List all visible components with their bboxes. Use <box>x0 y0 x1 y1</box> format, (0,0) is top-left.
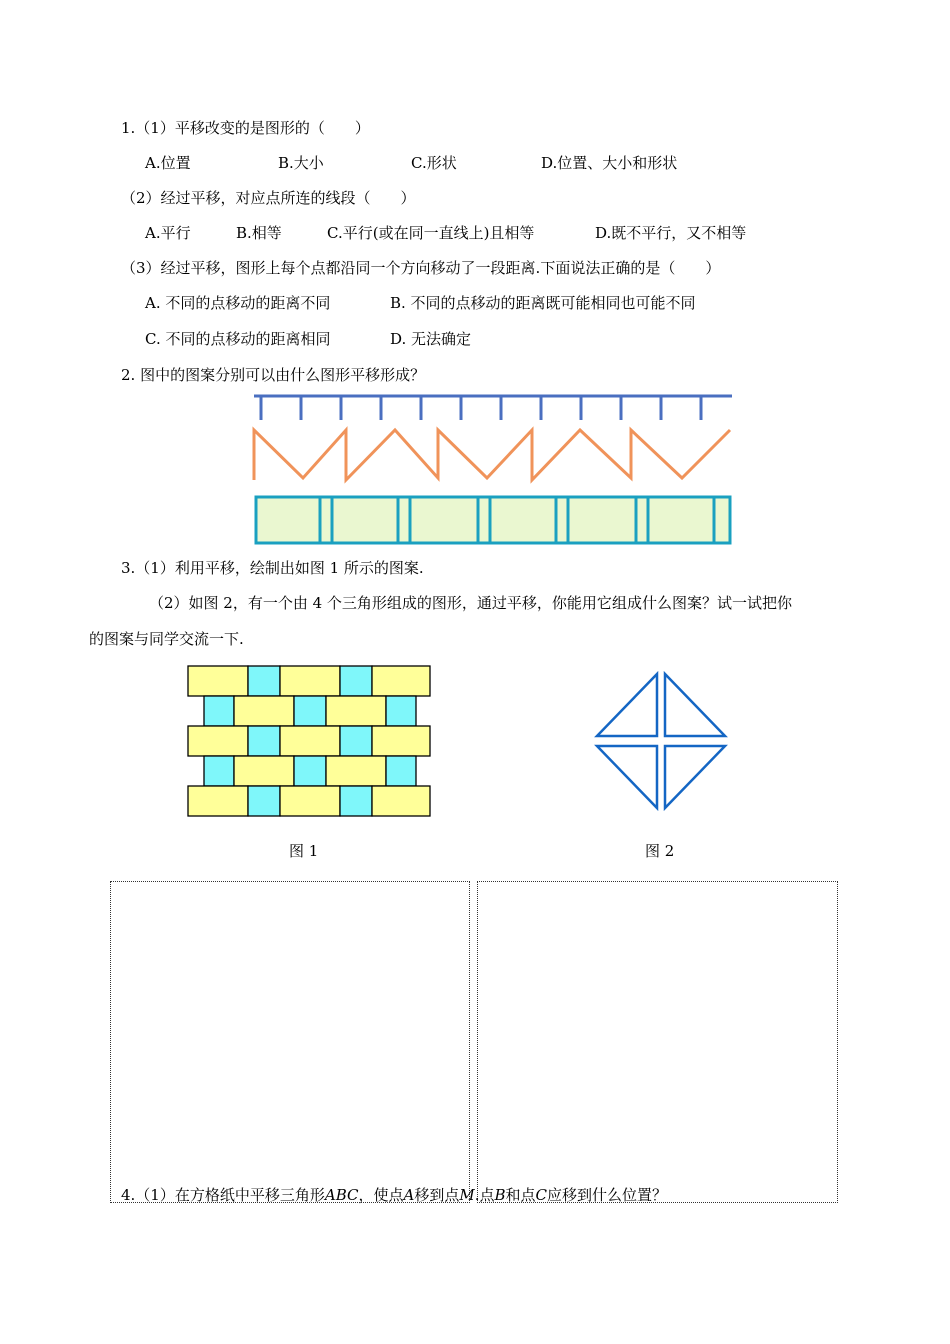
q1-2-option-c: C.平行(或在同一直线上)且相等 <box>327 224 535 242</box>
yellow-brick <box>280 786 340 816</box>
cyan-square <box>386 756 416 786</box>
cyan-square <box>204 756 234 786</box>
yellow-brick <box>280 726 340 756</box>
var-c: C <box>535 1186 548 1204</box>
zigzag-pattern <box>254 430 730 480</box>
yellow-brick <box>234 756 294 786</box>
yellow-brick <box>326 756 386 786</box>
q1-1-option-d: D.位置、大小和形状 <box>541 154 678 172</box>
yellow-brick <box>280 666 340 696</box>
cyan-square <box>248 666 280 696</box>
q1-1-option-c: C.形状 <box>411 154 457 172</box>
yellow-brick <box>372 666 430 696</box>
yellow-brick <box>188 786 248 816</box>
q1-3-option-b: B. 不同的点移动的距离既可能相同也可能不同 <box>390 294 696 312</box>
cyan-square <box>340 726 372 756</box>
q1-1-option-b: B.大小 <box>278 154 324 172</box>
var-a: A <box>403 1186 415 1204</box>
figure-1-caption: 图 1 <box>289 842 319 860</box>
answer-box-left <box>110 881 470 1203</box>
q1-2-option-b: B.相等 <box>236 224 282 242</box>
cyan-square <box>294 696 326 726</box>
var-b: B <box>494 1186 506 1204</box>
cyan-square <box>340 786 372 816</box>
q1-stem-1: 1.（1）平移改变的是图形的（ ） <box>121 119 370 137</box>
figure-2-caption: 图 2 <box>645 842 675 860</box>
comb-pattern <box>254 396 732 420</box>
rectangle-strip-pattern <box>256 497 730 543</box>
q1-3-option-d: D. 无法确定 <box>390 330 472 348</box>
yellow-brick <box>188 726 248 756</box>
q3-stem-2b: 的图案与同学交流一下. <box>89 630 244 648</box>
q1-stem-2: （2）经过平移，对应点所连的线段（ ） <box>121 189 416 207</box>
cyan-square <box>386 696 416 726</box>
yellow-brick <box>372 786 430 816</box>
q1-1-option-a: A.位置 <box>145 154 191 172</box>
cyan-square <box>340 666 372 696</box>
q1-2-option-d: D.既不平行，又不相等 <box>595 224 747 242</box>
yellow-brick <box>326 696 386 726</box>
answer-box-right <box>477 881 838 1203</box>
cyan-square <box>248 726 280 756</box>
q1-2-option-a: A.平行 <box>145 224 191 242</box>
figure-1-brick-pattern <box>186 664 434 822</box>
yellow-brick <box>372 726 430 756</box>
q2-stem: 2. 图中的图案分别可以由什么图形平移形成？ <box>121 366 426 384</box>
q1-3-option-a: A. 不同的点移动的距离不同 <box>145 294 331 312</box>
cyan-square <box>248 786 280 816</box>
translation-patterns-figure <box>248 390 738 550</box>
var-abc: ABC <box>324 1186 359 1204</box>
var-m: M <box>459 1186 475 1204</box>
q1-3-option-c: C. 不同的点移动的距离相同 <box>145 330 331 348</box>
q1-stem-3: （3）经过平移，图形上每个点都沿同一个方向移动了一段距离.下面说法正确的是（ ） <box>121 259 721 277</box>
q4-stem: 4.（1）在方格纸中平移三角形ABC，使点A移到点M.点B和点C应移到什么位置？ <box>121 1186 668 1204</box>
cyan-square <box>294 756 326 786</box>
q3-stem-1: 3.（1）利用平移，绘制出如图 1 所示的图案. <box>121 559 424 577</box>
figure-2-four-triangles <box>590 668 740 816</box>
yellow-brick <box>188 666 248 696</box>
q3-stem-2a: （2）如图 2，有一个由 4 个三角形组成的图形，通过平移，你能用它组成什么图案？试一试把你 <box>149 594 792 612</box>
yellow-brick <box>234 696 294 726</box>
cyan-square <box>204 696 234 726</box>
